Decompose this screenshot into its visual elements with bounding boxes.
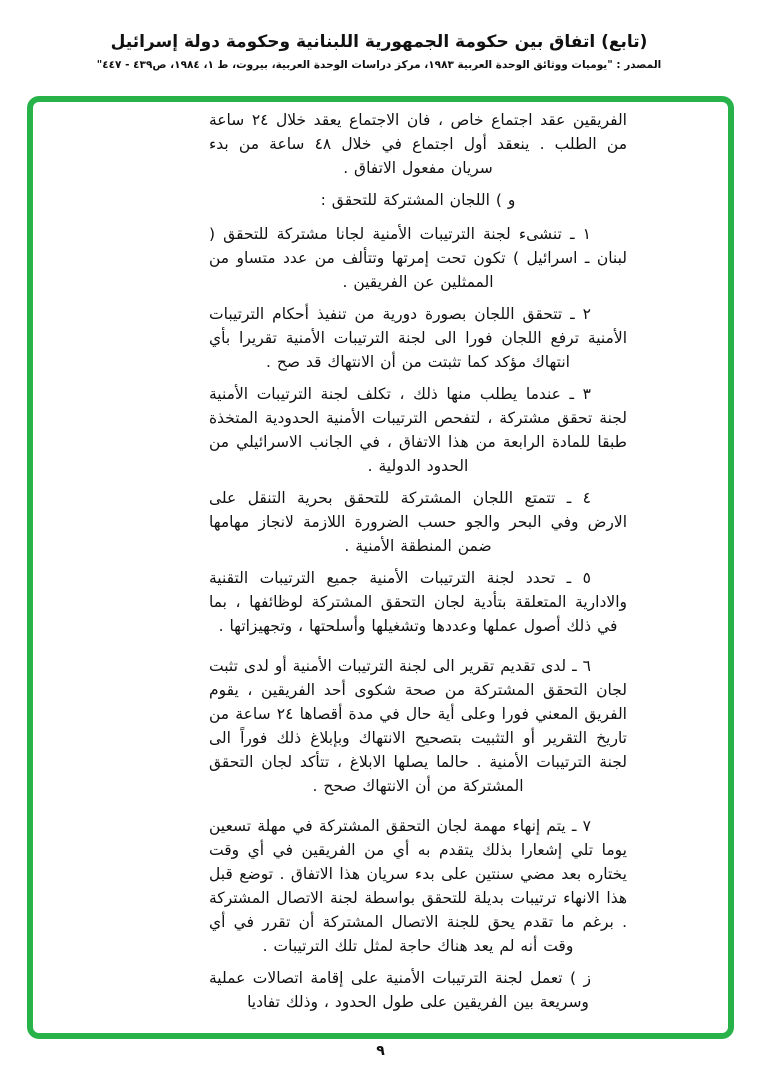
green-border-frame [27, 96, 734, 1039]
text-column [209, 108, 627, 1022]
paragraph: ز ) تعمل لجنة الترتيبات الأمنية على إقامة اتصالات عملية وسريعة بين الفريقين على طول الحدود ، وذلك تفاديا [209, 969, 591, 1011]
page-title: (تابع) اتفاق بين حكومة الجمهورية اللبنانية وحكومة دولة إسرائيل [110, 32, 648, 52]
paragraph: ٤ ـ تتمتع اللجان المشتركة للتحقق بحرية التنقل على الارض وفي البحر والجو حسب الضرورة اللازمة لانجاز مهامها ضمن المنطقة الأمنية . [209, 489, 627, 555]
paragraph: ٢ ـ تتحقق اللجان بصورة دورية من تنفيذ أحكام الترتيبات الأمنية ترفع اللجان فورا الى لجنة الترتيبات الأمنية تقريرا بأي انتهاك مؤكد كما تثبتت من أن الانتهاك قد صح . [209, 305, 627, 371]
source-line: المصدر : "يوميات ووثائق الوحدة العربية ١٩٨٣، مركز دراسات الوحدة العربية، بيروت، ط ١، ١٩٨٤، ص٤٣٩ - ٤٤٧" [96, 59, 662, 71]
paragraph: ٣ ـ عندما يطلب منها ذلك ، تكلف لجنة الترتيبات الأمنية لجنة تحقق مشتركة ، لتفحص الترتيبات الأمنية الحدودية المتخذة طبقا للمادة الرابعة من هذا الاتفاق ، في الجانب الاسرائيلي من الحدود الدولية . [209, 385, 627, 475]
paragraph: ٧ ـ يتم إنهاء مهمة لجان التحقق المشتركة في مهلة تسعين يوما تلي إشعارا بذلك يتقدم به أي من الفريقين في أي وقت يختاره بعد مضي سنتين على بدء سريان هذا الاتفاق . توضع قبل هذا الانهاء ترتيبات بديلة للتحقق بواسطة لجنة الاتصال المشتركة . برغم ما تقدم يحق للجنة الاتصال المشتركة أن تقرر في أي وقت أنه لم يعد هناك حاجة لمثل تلك الترتيبات . [209, 817, 627, 955]
paragraph: الفريقين عقد اجتماع خاص ، فان الاجتماع يعقد خلال ٢٤ ساعة من الطلب . ينعقد أول اجتماع في خلال ٤٨ ساعة من بدء سريان مفعول الاتفاق . [209, 111, 627, 177]
page-number: ٩ [376, 1043, 385, 1059]
paragraph: ٥ ـ تحدد لجنة الترتيبات الأمنية جميع الترتيبات التقنية والادارية المتعلقة بتأدية لجان التحقق المشتركة لوظائفها ، بما في ذلك أصول عملها وعددها وتشغيلها وأسلحتها ، وتجهيزاتها . [209, 569, 627, 635]
paragraph: ٦ ـ لدى تقديم تقرير الى لجنة الترتيبات الأمنية أو لدى تثبت لجان التحقق المشتركة من صحة شكوى أحد الفريقين ، يقوم الفريق المعني فورا وعلى أية حال في مدة أقصاها ٢٤ ساعة من تاريخ التقرير أو التثبيت بتصحيح الانتهاك وبإبلاغ ذلك فوراً الى لجنة الترتيبات الأمنية . حالما يصلها الابلاغ ، تتأكد لجان التحقق المشتركة من أن الانتهاك صحح . [209, 657, 627, 795]
paragraph: ١ ـ تنشىء لجنة الترتيبات الأمنية لجانا مشتركة للتحقق ( لبنان ـ اسرائيل ) تكون تحت إمرتها وتتألف من عدد متساو من الممثلين عن الفريقين . [209, 225, 627, 291]
document-header [0, 0, 758, 71]
section-heading: و ) اللجان المشتركة للتحقق : [320, 191, 516, 209]
